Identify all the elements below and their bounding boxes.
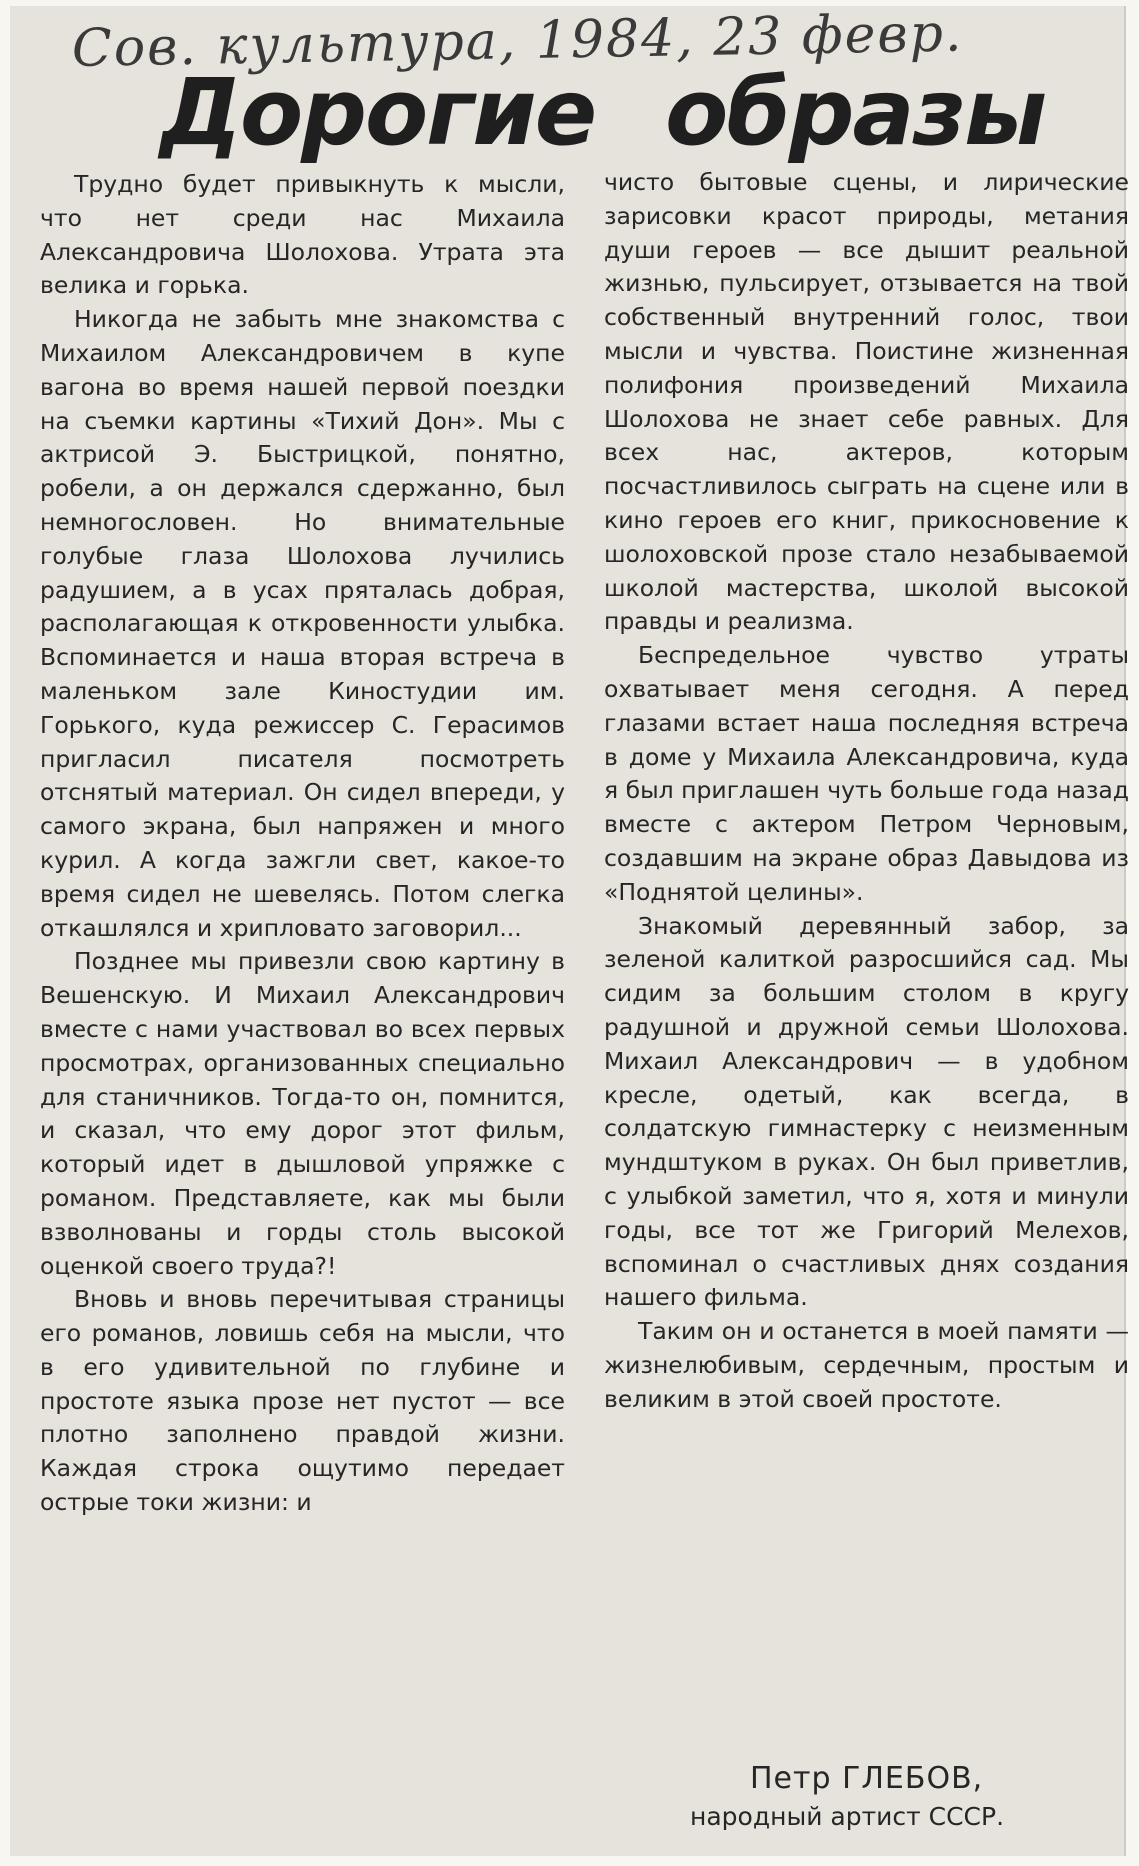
paragraph: чисто бытовые сцены, и лирические зарисовки красот природы, метания души героев — все дышит реальной жизнью, пульсирует, отзывается на твой собственный внутренний голос, твои мысли и чувства. Поистине жизненная полифония произведений Михаила Шолохова не знает себе равных. Для всех нас, актеров, которым посчастливилось сыграть на сцене или в кино героев его книг, прикосновение к шолоховской прозе стало незабываемой школой мастерства, школой высокой правды и реализма. (604, 168, 1129, 636)
paragraph: Вновь и вновь перечитывая страницы его романов, ловишь себя на мысли, что в его удивительной по глубине и простоте языка прозе нет пустот — все плотно заполнено правдой жизни. Каждая строка ощутимо передает острые токи жизни: и (40, 1285, 565, 1517)
author-name: Петр ГЛЕБОВ, (750, 1761, 984, 1796)
handwritten-source-note: Сов. культура, 1984, 23 февр. (71, 3, 964, 79)
paragraph: Позднее мы привезли свою картину в Вешенскую. И Михаил Александрович вместе с нами участвовал во всех первых просмотрах, организованных специально для станичников. Тогда-то он, помнится, и сказал, что ему дорог этот фильм, который идет в дышловой упряжке с романом. Представляете, как мы были взволнованы и горды столь высокой оценкой своего труда?! (40, 947, 565, 1280)
paragraph: Никогда не забыть мне знакомства с Михаилом Александровичем в купе вагона во время нашей первой поездки на съемки картины «Тихий Дон». Мы с актрисой Э. Быстрицкой, понятно, робели, а он держался сдержанно, был немногословен. Но внимательные голубые глаза Шолохова лучились радушием, а в усах пряталась добрая, располагающая к откровенности улыбка. Вспоминается и наша вторая встреча в маленьком зале Киностудии им. Горького, куда режиссер С. Герасимов пригласил писателя посмотреть отснятый материал. Он сидел впереди, у самого экрана, был напряжен и много курил. А когда зажгли свет, какое-то время сидел не шевелясь. Потом слегка откашлялся и хрипловато заговорил... (40, 305, 565, 942)
author-title: народный артист СССР. (690, 1802, 1005, 1831)
paragraph: Таким он и останется в моей памяти — жизнелюбивым, сердечным, простым и великим в этой своей простоте. (604, 1317, 1129, 1413)
article-column-right (604, 166, 1129, 1416)
article-column-left (40, 168, 565, 1520)
author-signature (690, 1759, 1110, 1849)
paragraph: Беспредельное чувство утраты охватывает меня сегодня. А перед глазами встает наша последняя встреча в доме у Михаила Александровича, куда я был приглашен чуть больше года назад вместе с актером Петром Черновым, создавшим на экране образ Давыдова из «Поднятой целины». (604, 641, 1129, 906)
paragraph: Знакомый деревянный забор, за зеленой калиткой разросшийся сад. Мы сидим за большим столом в кругу радушной и дружной семьи Шолохова. Михаил Александрович — в удобном кресле, одетый, как всегда, в солдатскую гимнастерку с неизменным мундштуком в руках. Он был приветлив, с улыбкой заметил, что я, хотя и минули годы, все тот же Григорий Мелехов, вспоминал о счастливых днях создания нашего фильма. (604, 911, 1129, 1312)
paragraph: Трудно будет привыкнуть к мысли, что нет среди нас Михаила Александровича Шолохова. Утрата эта велика и горька. (40, 170, 565, 300)
article-headline: Дорогие образы (160, 59, 1046, 166)
newspaper-clipping (10, 3, 1129, 1856)
